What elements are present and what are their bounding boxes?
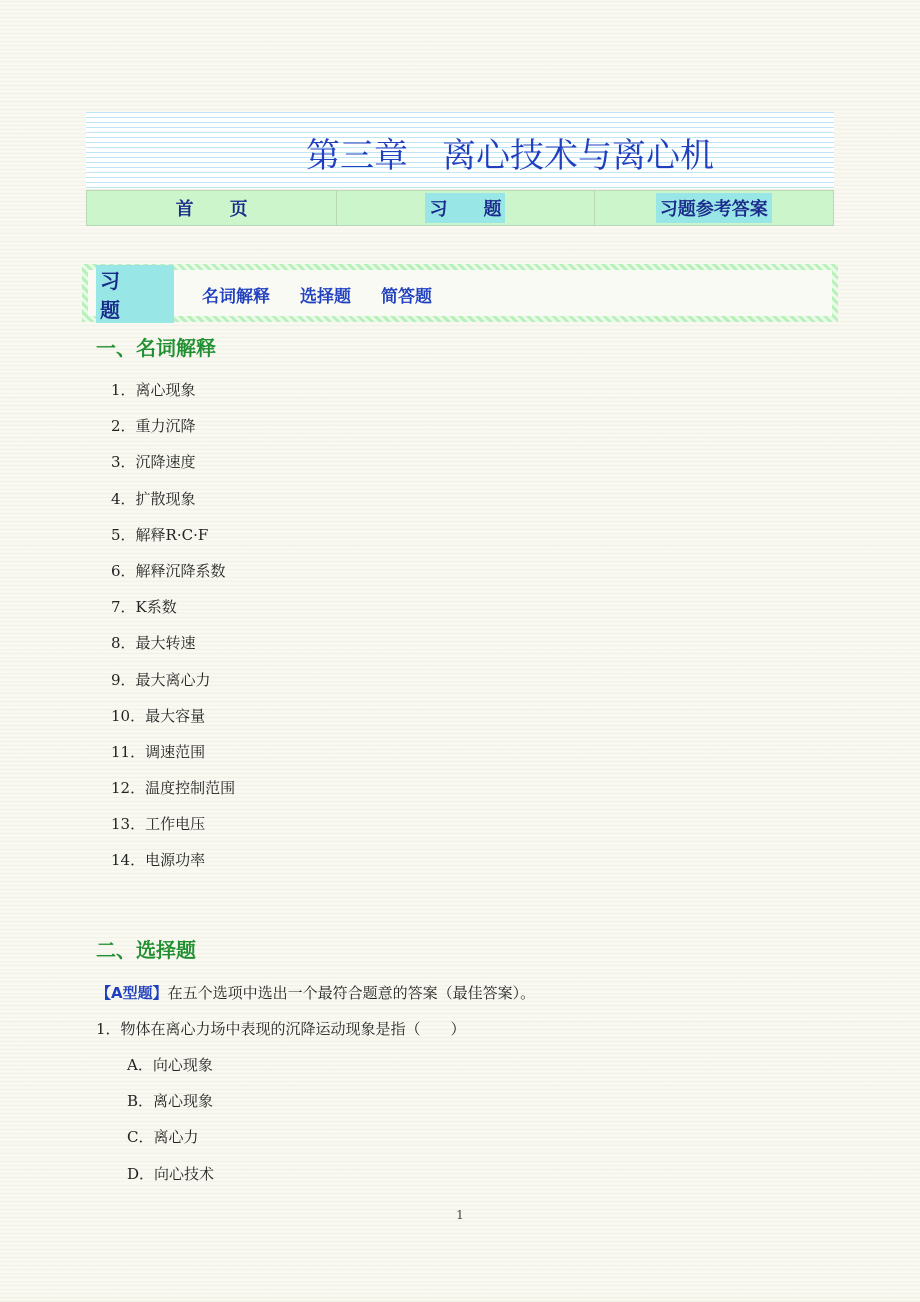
term-list [111,378,235,885]
question-type-description: 在五个选项中选出一个最符合题意的答案（最佳答案）。 [167,984,536,1002]
top-navbar [86,190,834,226]
list-item: 14．电源功率 [111,851,206,870]
nav-answers-label: 习题参考答案 [656,193,772,223]
nav-home-label: 首 页 [175,199,248,220]
answer-option-d[interactable]: D．向心技术 [127,1164,215,1183]
list-item: 11．调速范围 [111,742,206,761]
subnav-current-label: 习题 [96,265,174,323]
section-subnav [96,269,432,322]
page-title: 第三章 离心技术与离心机 [306,136,714,176]
section-heading-terms: 一、名词解释 [96,336,216,360]
section-heading-choice: 二、选择题 [96,938,196,962]
list-item: 6．解释沉降系数 [111,561,226,580]
answer-options [127,1053,214,1198]
question-type-line [96,982,535,1003]
question-type-label: 【A型题】 [96,984,168,1002]
list-item: 9．最大离心力 [111,670,211,689]
subnav-link-terms[interactable]: 名词解释 [202,286,270,307]
nav-home-link[interactable] [87,191,337,225]
nav-exercises-label: 习 题 [425,193,505,223]
list-item: 5．解释R·C·F [111,525,209,544]
list-item: 12．温度控制范围 [111,779,236,798]
question-text: 1．物体在离心力场中表现的沉降运动现象是指（ ） [96,1020,466,1038]
answer-option-c[interactable]: C．离心力 [127,1128,199,1147]
answer-option-a[interactable]: A．向心现象 [127,1056,213,1074]
page-number: 1 [456,1208,464,1222]
subnav-link-choice[interactable]: 选择题 [300,286,351,307]
nav-answers-link[interactable] [595,191,833,225]
list-item: 7．K系数 [111,598,177,617]
list-item: 1．离心现象 [111,381,196,399]
nav-exercises-link[interactable] [337,191,594,225]
list-item: 13．工作电压 [111,815,206,834]
list-item: 2．重力沉降 [111,417,196,436]
list-item: 4．扩散现象 [111,489,196,508]
list-item: 3．沉降速度 [111,453,196,472]
answer-option-b[interactable]: B．离心现象 [127,1092,214,1111]
list-item: 8．最大转速 [111,634,196,653]
list-item: 10．最大容量 [111,706,206,725]
subnav-link-short-answer[interactable]: 简答题 [381,286,432,307]
